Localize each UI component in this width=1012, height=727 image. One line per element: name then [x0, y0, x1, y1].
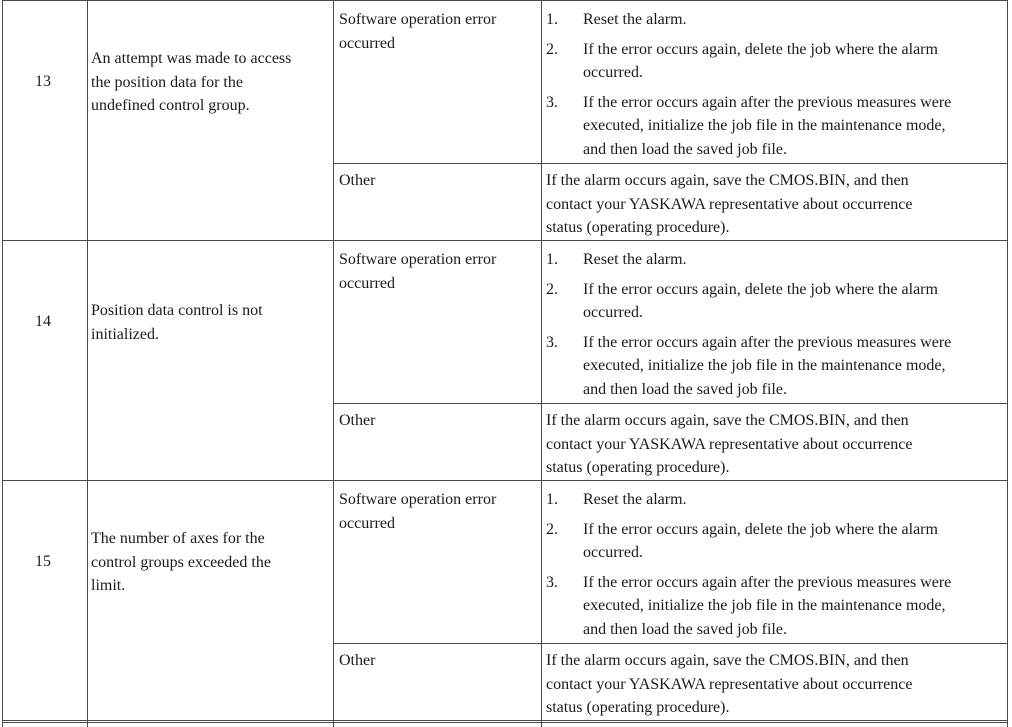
remedy-step-line: Reset the alarm.	[583, 11, 687, 28]
other-remedy-line: If the alarm occurs again, save the CMOS.BIN, and then	[546, 652, 909, 669]
remedy-step-number: 1.	[546, 251, 558, 268]
cause-software-line: occurred	[339, 34, 395, 52]
row-border-0-bottom	[2, 240, 1008, 241]
cause-software-line: occurred	[339, 514, 395, 532]
cause-other: Other	[339, 412, 376, 429]
remedy-step-line: If the error occurs again, delete the job where the alarm	[583, 40, 938, 58]
remedy-step-number: 1.	[546, 11, 558, 28]
cause-software-line: occurred	[339, 274, 395, 292]
remedy-step-line: If the error occurs again after the previous measures were	[583, 573, 952, 591]
remedy-step-line: and then load the saved job file.	[583, 620, 787, 638]
alarm-number: 14	[35, 312, 51, 330]
other-remedy-line: contact your YASKAWA representative about occurrence	[546, 435, 913, 453]
remedy-step-line: If the error occurs again after the previous measures were	[583, 93, 952, 111]
remedy-step-line: If the error occurs again, delete the job where the alarm	[583, 520, 938, 538]
alarm-description-line: Position data control is not	[91, 302, 263, 319]
remedy-step-line: occurred.	[583, 544, 643, 561]
row-border-0-mid	[333, 163, 1008, 164]
alarm-description-line: An attempt was made to access	[91, 50, 292, 68]
remedy-step-number: 3.	[546, 333, 558, 351]
alarm-description-line: control groups exceeded the	[91, 553, 271, 571]
column-border-1	[87, 0, 88, 727]
cause-software-line: Software operation error	[339, 491, 497, 508]
remedy-step-line: If the error occurs again, delete the job where the alarm	[583, 280, 938, 298]
other-remedy-line: contact your YASKAWA representative about occurrence	[546, 675, 913, 693]
remedy-step-line: executed, initialize the job file in the maintenance mode,	[583, 597, 946, 614]
cause-other: Other	[339, 652, 376, 669]
remedy-step-number: 3.	[546, 573, 558, 591]
column-border-4	[1007, 0, 1008, 727]
remedy-step-line: occurred.	[583, 304, 643, 321]
cause-software-line: Software operation error	[339, 251, 497, 268]
column-border-3	[541, 0, 542, 727]
remedy-step-line: and then load the saved job file.	[583, 140, 787, 158]
alarm-description-line: initialized.	[91, 325, 159, 343]
alarm-description-line: The number of axes for the	[91, 530, 265, 548]
other-remedy-line: status (operating procedure).	[546, 219, 730, 236]
row-border-top	[2, 0, 1008, 1]
other-remedy-line: status (operating procedure).	[546, 699, 730, 716]
alarm-number: 15	[35, 552, 51, 570]
remedy-step-number: 2.	[546, 280, 558, 298]
remedy-step-line: and then load the saved job file.	[583, 380, 787, 398]
other-remedy-line: status (operating procedure).	[546, 459, 730, 476]
remedy-step-line: Reset the alarm.	[583, 251, 687, 268]
alarm-number: 13	[35, 72, 51, 90]
row-border-1-mid	[333, 403, 1008, 404]
cause-other: Other	[339, 172, 376, 189]
remedy-step-line: Reset the alarm.	[583, 491, 687, 508]
alarm-description-line: the position data for the	[91, 73, 243, 91]
other-remedy-line: contact your YASKAWA representative about occurrence	[546, 195, 913, 213]
remedy-step-line: executed, initialize the job file in the maintenance mode,	[583, 357, 946, 374]
alarm-description-line: limit.	[91, 577, 126, 595]
other-remedy-line: If the alarm occurs again, save the CMOS.BIN, and then	[546, 172, 909, 189]
other-remedy-line: If the alarm occurs again, save the CMOS.BIN, and then	[546, 412, 909, 429]
cause-software-line: Software operation error	[339, 11, 497, 28]
remedy-step-line: If the error occurs again after the previous measures were	[583, 333, 952, 351]
remedy-step-number: 2.	[546, 40, 558, 58]
column-border-0	[2, 0, 3, 727]
remedy-step-line: occurred.	[583, 64, 643, 81]
row-border-1-bottom	[2, 480, 1008, 481]
row-border-2-bottom	[2, 720, 1008, 721]
row-border-next	[2, 722, 1008, 723]
remedy-step-number: 3.	[546, 93, 558, 111]
remedy-step-number: 2.	[546, 520, 558, 538]
remedy-step-line: executed, initialize the job file in the maintenance mode,	[583, 117, 946, 134]
column-border-2	[333, 0, 334, 727]
remedy-step-number: 1.	[546, 491, 558, 508]
alarm-description-line: undefined control group.	[91, 97, 250, 115]
row-border-2-mid	[333, 643, 1008, 644]
